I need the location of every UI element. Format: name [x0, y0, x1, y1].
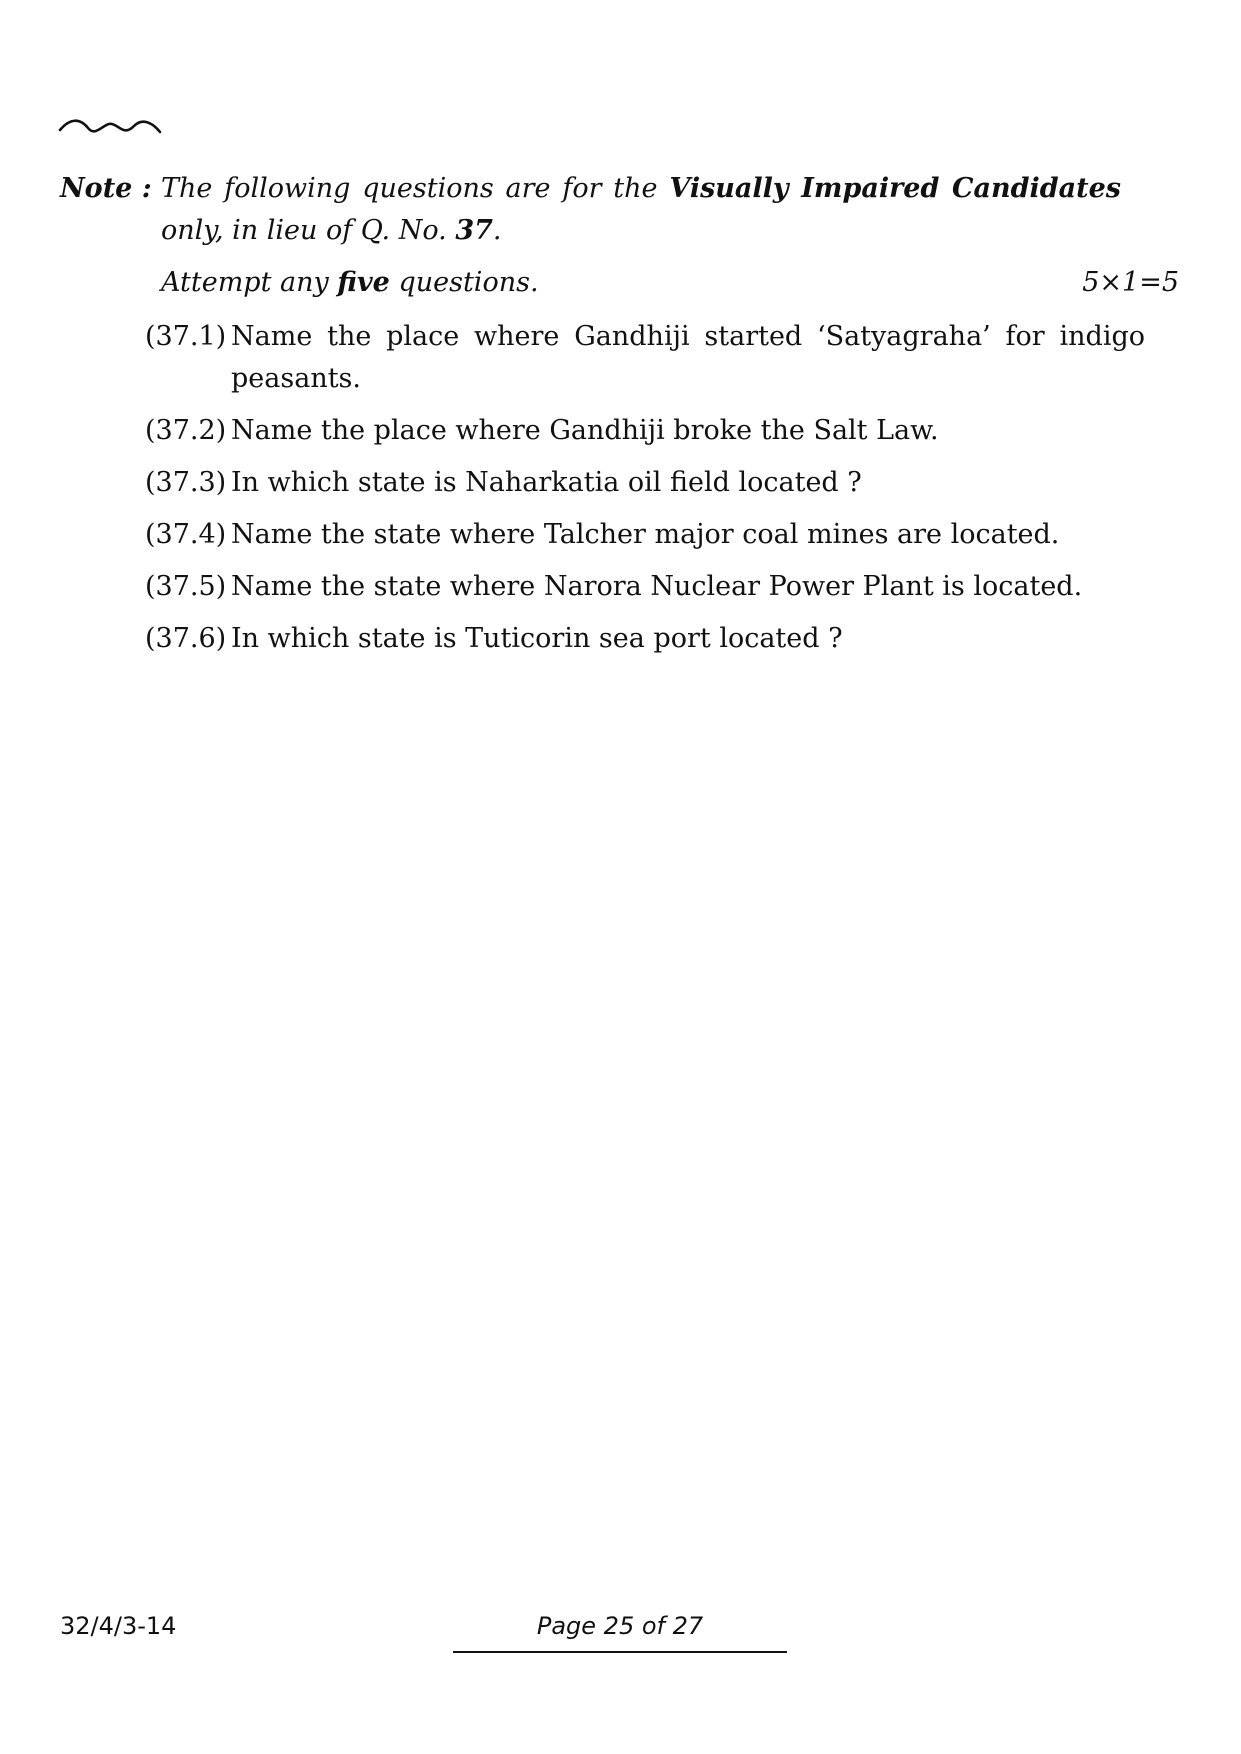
question-item [145, 514, 1145, 556]
note-line [60, 168, 1180, 252]
question-text: Name the place where Gandhiji broke the Salt Law. [231, 415, 939, 446]
question-number: (37.6) [145, 623, 227, 654]
attempt-suffix: questions. [398, 267, 539, 298]
footer-rule [453, 1651, 787, 1653]
question-item [145, 566, 1145, 608]
question-number: (37.2) [145, 415, 227, 446]
attempt-count: five [337, 267, 390, 298]
note-text-end: . [492, 215, 502, 246]
note-text-bold: Visually Impaired Candidates [669, 173, 1121, 204]
question-text: Name the state where Narora Nuclear Power Plant is located. [231, 571, 1083, 602]
question-item [145, 462, 1145, 504]
note-text-2: only, in lieu of Q. No. [161, 215, 447, 246]
question-number: (37.5) [145, 571, 227, 602]
note-question-number: 37 [455, 215, 493, 246]
question-list [145, 316, 1145, 670]
question-item [145, 618, 1145, 660]
question-text: In which state is Tuticorin sea port located ? [231, 623, 843, 654]
question-item [145, 410, 1145, 452]
page-number: Page 25 of 27 [536, 1612, 704, 1640]
question-number: (37.1) [145, 321, 227, 352]
question-text: Name the state where Talcher major coal mines are located. [231, 519, 1060, 550]
question-number: (37.3) [145, 467, 227, 498]
question-text: Name the place where Gandhiji started ‘Satyagraha’ for indigo peasants. [231, 321, 1145, 394]
note-text-1: The following questions are for the [161, 173, 658, 204]
paper-code: 32/4/3-14 [60, 1612, 177, 1640]
attempt-prefix: Attempt any [161, 267, 329, 298]
note-text [161, 168, 1121, 252]
marks-allocation: 5×1=5 [1082, 267, 1179, 298]
note-label: Note : [60, 173, 152, 204]
note-block [60, 168, 1180, 252]
question-text: In which state is Naharkatia oil field located ? [231, 467, 862, 498]
attempt-instruction [161, 263, 1179, 303]
wave-ornament [58, 112, 162, 142]
question-item [145, 316, 1145, 400]
question-number: (37.4) [145, 519, 227, 550]
